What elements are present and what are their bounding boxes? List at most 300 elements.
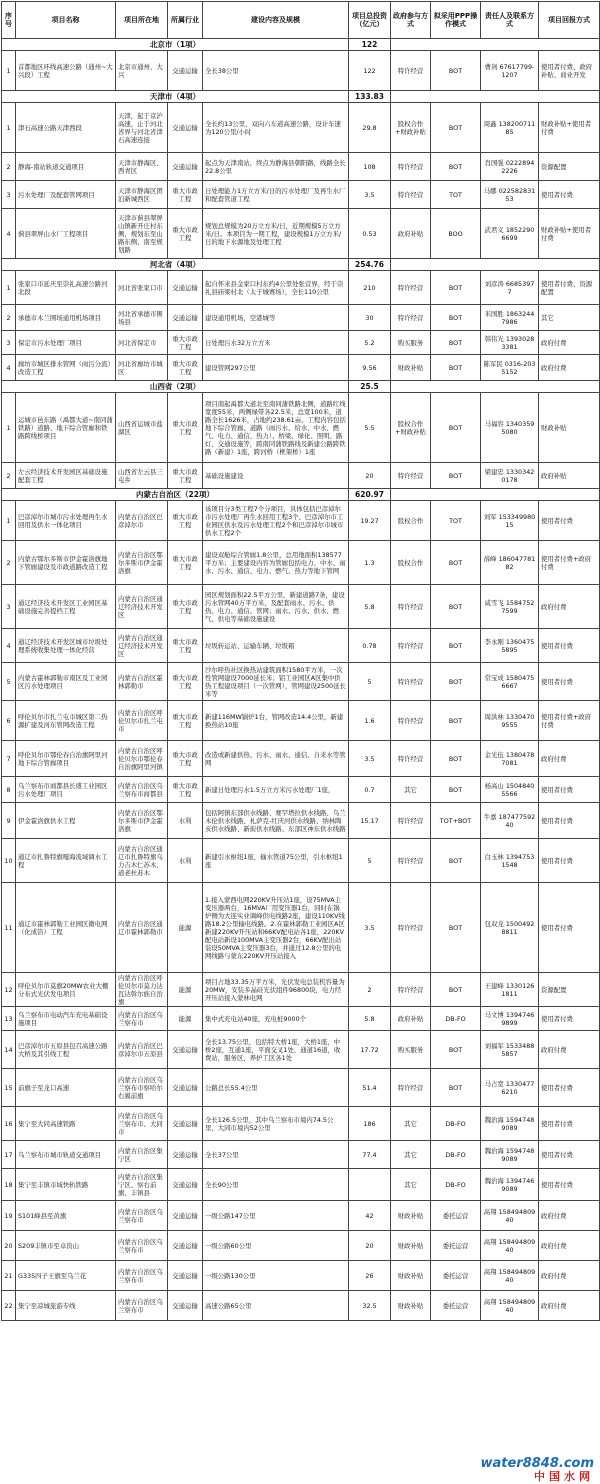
- contact: 咸雪飞 15847527599: [481, 585, 539, 629]
- industry: 能源: [168, 973, 203, 1007]
- industry: 交通运输: [168, 1031, 203, 1069]
- row-no: 22: [2, 1291, 16, 1321]
- gov-participation: 特许经营: [391, 1069, 431, 1107]
- ppp-mode: DB-FO: [431, 1169, 481, 1201]
- project-location: 河北省承德市围场县: [116, 305, 168, 331]
- province-filler: [391, 489, 600, 501]
- province-name: 内蒙古自治区（22项）: [2, 489, 349, 501]
- industry: 重大市政工程: [168, 463, 203, 489]
- gov-participation: 政府补贴: [391, 1007, 431, 1031]
- gov-participation: 购买服务: [391, 1031, 431, 1069]
- industry: 水利: [168, 839, 203, 883]
- project-name: 通辽市扎鲁特旗嘎海流域调水工程: [16, 839, 116, 883]
- gov-participation: 财政补贴: [391, 1201, 431, 1231]
- industry: 重大市政工程: [168, 501, 203, 541]
- industry: 能源: [168, 1007, 203, 1031]
- col-industry-header: 所属行业: [168, 2, 203, 39]
- row-no: 5: [2, 663, 16, 701]
- gov-participation: 特许经营: [391, 701, 431, 741]
- province-row: [2, 381, 600, 393]
- return-method: 财政补贴: [539, 393, 600, 463]
- industry: 重大市政工程: [168, 777, 203, 803]
- project-name: S209丰镇市至卓资山: [16, 1231, 116, 1261]
- return-method: 财政补贴+使用者付费: [539, 103, 600, 153]
- return-method: 财政补贴+使用者付费: [539, 209, 600, 259]
- industry: 重大市政工程: [168, 181, 203, 209]
- col-contact-header: 责任人及联系方式: [481, 2, 539, 39]
- project-location: 内蒙古自治区乌兰察布市: [116, 1007, 168, 1031]
- contact: 周鑫 13820071185: [481, 103, 539, 153]
- contact: 高翔 15849480940: [481, 1261, 539, 1291]
- industry: 交通运输: [168, 1261, 203, 1291]
- project-location: 内蒙古自治区鄂尔多斯市伊金霍洛旗: [116, 803, 168, 839]
- contact: 周洪林 13304709555: [481, 701, 539, 741]
- row-no: 10: [2, 839, 16, 883]
- gov-participation: 其它: [391, 1107, 431, 1141]
- content-scale: 一级公路60公里: [203, 1231, 349, 1261]
- province-filler: [391, 381, 600, 393]
- project-location: 内蒙古自治区呼伦贝尔市鄂伦春自治旗阿里河镇: [116, 741, 168, 777]
- table-row: [2, 1201, 600, 1231]
- contact: 马占宽 13304776210: [481, 1069, 539, 1107]
- content-scale: 建设通用机场，空港城等: [203, 305, 349, 331]
- content-scale: 建设双舱综合管廊1.8公里，总用地面积138577平方米；主要建设内容为管廊包括电力、中水、雨水、污水、通信、电力、燃气、热力等地下管网: [203, 541, 349, 585]
- row-no: 3: [2, 585, 16, 629]
- total-investment: 186: [349, 1107, 391, 1141]
- return-method: 其它: [539, 305, 600, 331]
- row-no: 15: [2, 1069, 16, 1107]
- contact: 包双龙 15004928811: [481, 883, 539, 973]
- contact: 马娜 02258283153: [481, 181, 539, 209]
- gov-participation: 股权合作+财政补贴: [391, 103, 431, 153]
- row-no: 2: [2, 153, 16, 181]
- project-location: 内蒙古自治区霍林郭勒市: [116, 663, 168, 701]
- return-method: 政府付费: [539, 585, 600, 629]
- row-no: 16: [2, 1107, 16, 1141]
- return-method: 使用者付费: [539, 629, 600, 663]
- content-scale: 起点为天津南站，终点为静海县朝阳路，线路全长22.8公里: [203, 153, 349, 181]
- gov-participation: 特许经营: [391, 153, 431, 181]
- industry: 交通运输: [168, 1141, 203, 1169]
- ppp-mode: BOT: [431, 839, 481, 883]
- row-no: 1: [2, 271, 16, 305]
- gov-participation: 特许经营: [391, 883, 431, 973]
- project-location: 河北省张家口市: [116, 271, 168, 305]
- content-scale: 全长126.5公里，其中乌兰察布市境内74.5公里，大同市境内52公里: [203, 1107, 349, 1141]
- contact: 刘军 15334998015: [481, 501, 539, 541]
- project-location: 山西省运城市盐湖区: [116, 393, 168, 463]
- row-no: 11: [2, 883, 16, 973]
- return-method: 使用者付费: [539, 839, 600, 883]
- row-no: 14: [2, 1031, 16, 1069]
- project-name: 乌兰察布市城市轨道交通项目: [16, 1141, 116, 1169]
- industry: 交通运输: [168, 1169, 203, 1201]
- project-name: 静海-南站轨道交通项目: [16, 153, 116, 181]
- content-scale: 全长38公里: [203, 51, 349, 91]
- table-row: [2, 777, 600, 803]
- ppp-mode: TOT: [431, 181, 481, 209]
- content-scale: 日处理能力1万立方米/日的污水处理厂及再生水厂和配套管道工程: [203, 181, 349, 209]
- watermark-url: water8848.com: [480, 1456, 594, 1471]
- row-no: 21: [2, 1261, 16, 1291]
- return-method: 使用者付费、政府补贴、商业开发: [539, 51, 600, 91]
- project-location: 内蒙古自治区集宁区、察右前旗、丰镇县: [116, 1169, 168, 1201]
- gov-participation: 特许经营: [391, 629, 431, 663]
- province-row: [2, 489, 600, 501]
- content-scale: 园区规划面积22.5平方公里，新建道路7条，建设污水管网40万平方米，及配套雨水、污水、供热、电力、通信、管网；雨水、污水、供水、燃气、供电等基础设施建设: [203, 585, 349, 629]
- total-investment: 3.5: [349, 181, 391, 209]
- industry: 交通运输: [168, 1291, 203, 1321]
- return-method: 政府付费: [539, 355, 600, 381]
- contact: 金光伍 13804787081: [481, 741, 539, 777]
- industry: 交通运输: [168, 1107, 203, 1141]
- return-method: 使用者付费+政府付费: [539, 701, 600, 741]
- project-location: 河北省廊坊市城区: [116, 355, 168, 381]
- return-method: 政府付费: [539, 331, 600, 355]
- ppp-mode: TOT: [431, 501, 481, 541]
- table-row: [2, 103, 600, 153]
- province-investment: 25.5: [349, 381, 391, 393]
- row-no: 4: [2, 355, 16, 381]
- province-row: [2, 39, 600, 51]
- col-no-header: 序号: [2, 2, 16, 39]
- industry: 重大市政工程: [168, 663, 203, 701]
- return-method: 使用者付费: [539, 1007, 600, 1031]
- table-row: [2, 973, 600, 1007]
- industry: 重大市政工程: [168, 393, 203, 463]
- content-scale: 全长约13公里，双向六车道高速公路，设计车速为120公里/小时: [203, 103, 349, 153]
- contact: 魏治海 15947489089: [481, 1107, 539, 1141]
- content-scale: 一级公路147公里: [203, 1201, 349, 1231]
- total-investment: 5.5: [349, 393, 391, 463]
- ppp-mode: 委托运营: [431, 1291, 481, 1321]
- project-name: 通辽市霍林郭勒工业园区微电网（化成箔）工程: [16, 883, 116, 973]
- row-no: 9: [2, 803, 16, 839]
- project-location: 内蒙古自治区乌兰察布市: [116, 1231, 168, 1261]
- row-no: 3: [2, 331, 16, 355]
- total-investment: 19.27: [349, 501, 391, 541]
- row-no: 8: [2, 777, 16, 803]
- row-no: 6: [2, 701, 16, 741]
- province-name: 天津市（4项）: [2, 91, 349, 103]
- ppp-mode: BOT: [431, 777, 481, 803]
- content-scale: 项目南起禹都大道北至南同蒲铁路北侧，道路红线宽度55米，两侧绿带各22.5米，总宽100米，道路全长1626米，占地约238.61亩。工程内容包括地下综合管廊、道路（雨污水、给水、中水、燃气、电力、通信、热力）、桥梁、绿化、照明、路灯、交通设施等，跨南同蒲铁路线及新建公路跨铁路（新建）1座，跨河桥（框架桥）1座: [203, 393, 349, 463]
- content-scale: 1.接入蒙西电网220KV升压站1座，设75MVA主变压器两台，16MVA厂用变压器1台，同时在锅炉侧为大连实业调峰供电线路2座，建设110KV线路18.2公里输电线路。2.在霍林郭勒工业园区A区新建220KV开压站和66KV配电站各1座，220KV配电站新设100MVA主变压器2台，66KV配出站装设50MVA主变压器3台，并通过12.8公里的电网线路与蒙东220KV开压站接入: [203, 883, 349, 973]
- project-name: 乌兰察布市商都县长盛工业园区污水处理厂项目: [16, 777, 116, 803]
- return-method: 政府补贴: [539, 463, 600, 489]
- province-filler: [391, 259, 600, 271]
- project-location: 内蒙古自治区巴彦淖尔市: [116, 501, 168, 541]
- table-row: [2, 305, 600, 331]
- return-method: 使用者付费+政府付费: [539, 541, 600, 585]
- province-filler: [391, 91, 600, 103]
- ppp-mode: BOT: [431, 305, 481, 331]
- table-row: [2, 663, 600, 701]
- table-row: [2, 1069, 600, 1107]
- total-investment: 122: [349, 51, 391, 91]
- contact: 武君义 18522906699: [481, 209, 539, 259]
- industry: 重大市政工程: [168, 355, 203, 381]
- contact: 牛嘉 18747759240: [481, 803, 539, 839]
- table-row: [2, 741, 600, 777]
- row-no: 1: [2, 393, 16, 463]
- table-row: [2, 1231, 600, 1261]
- ppp-mode: BOT: [431, 585, 481, 629]
- province-filler: [391, 39, 600, 51]
- contact: 魏治海 13947469089: [481, 1169, 539, 1201]
- content-scale: 该项目分3类工程7个分项目，具体包括巴彦淖尔市污水处理厂再生水回用工程3个、巴彦淖尔市工业园区供水及污水处理工程2个和巴彦淖尔市城市供水工程2个: [203, 501, 349, 541]
- table-row: [2, 883, 600, 973]
- gov-participation: 财政补贴: [391, 1231, 431, 1261]
- content-scale: 新建日处理污水1.5万立方米污水处理厂1座，: [203, 777, 349, 803]
- total-investment: 0.7: [349, 777, 391, 803]
- project-location: 内蒙古自治区通辽经济技术开发区: [116, 585, 168, 629]
- project-location: 北京市通州、大兴: [116, 51, 168, 91]
- gov-participation: 其它: [391, 777, 431, 803]
- project-name: 伊金霍洛旗供水工程: [16, 803, 116, 839]
- contact: 高翔 15849480940: [481, 1231, 539, 1261]
- project-location: 内蒙古自治区集宁区: [116, 1141, 168, 1169]
- return-method: 政府付费: [539, 1231, 600, 1261]
- row-no: 17: [2, 1141, 16, 1169]
- col-investment-header: 项目总投资（亿元）: [349, 2, 391, 39]
- table-row: [2, 1169, 600, 1201]
- project-location: 河北省保定市: [116, 331, 168, 355]
- return-method: 使用者付费: [539, 501, 600, 541]
- contact: 马福容 13403595080: [481, 393, 539, 463]
- gov-participation: 特许经营: [391, 585, 431, 629]
- project-location: 内蒙古自治区呼伦贝尔市扎兰屯市: [116, 701, 168, 741]
- industry: 重大市政工程: [168, 629, 203, 663]
- row-no: 2: [2, 463, 16, 489]
- total-investment: 3.5: [349, 741, 391, 777]
- project-location: 内蒙古自治区乌兰察布市、大同市: [116, 1107, 168, 1141]
- province-investment: 254.76: [349, 259, 391, 271]
- table-row: [2, 803, 600, 839]
- ppp-mode: 委托运营: [431, 1261, 481, 1291]
- gov-participation: 其它: [391, 1141, 431, 1169]
- return-method: 使用者付费、资源配置: [539, 271, 600, 305]
- contact: 王建峰 13301261811: [481, 973, 539, 1007]
- row-no: 2: [2, 541, 16, 585]
- return-method: 政府付费: [539, 1261, 600, 1291]
- total-investment: 1.6: [349, 701, 391, 741]
- return-method: 政府付费: [539, 1031, 600, 1069]
- gov-participation: 特许经营: [391, 305, 431, 331]
- project-name: 巴彦淖尔市五原县包召高速公路大桥及其引线工程: [16, 1031, 116, 1069]
- table-row: [2, 629, 600, 663]
- content-scale: 沙尔呼热社区换热站建筑面积1580平方米，一次性管网建设7000延长米；铝工业园区A区集中供热工程建设项目（一次管网），管网建设2500延长米等: [203, 663, 349, 701]
- industry: 交通运输: [168, 305, 203, 331]
- content-scale: 新建116MW锅炉1台，管网改造14.4公里，新建换热站10座: [203, 701, 349, 741]
- industry: 重大市政工程: [168, 209, 203, 259]
- contact: 刘彦涛 66853977: [481, 271, 539, 305]
- ppp-mode: BOT: [431, 701, 481, 741]
- col-location-header: 项目所在地: [116, 2, 168, 39]
- project-location: 内蒙古自治区巴彦淖尔市五原县: [116, 1031, 168, 1069]
- project-table: [1, 1, 600, 1321]
- project-name: 运城市邑东路（禹都大道~南同蒲铁路）道路、地下综合管廊和铁路跨线桥项目: [16, 393, 116, 463]
- total-investment: 26: [349, 1261, 391, 1291]
- project-location: 内蒙古自治区乌兰察布市商都县: [116, 777, 168, 803]
- return-method: 使用者付费: [539, 181, 600, 209]
- total-investment: 5: [349, 839, 391, 883]
- row-no: 1: [2, 501, 16, 541]
- project-name: 集宁至大同高速铁路: [16, 1107, 116, 1141]
- project-name: 前旗子至龙口高速: [16, 1069, 116, 1107]
- gov-participation: 特许经营: [391, 51, 431, 91]
- project-name: 污水处理厂及配套管网项目: [16, 181, 116, 209]
- content-scale: 起自怀来县金家口村东约4公里处张营界，经于崇礼县庙梁村北（太子城赛场），全长110公里: [203, 271, 349, 305]
- project-location: 天津市静海区、西青区: [116, 153, 168, 181]
- content-scale: 基础设施建设: [203, 463, 349, 489]
- total-investment: 51.4: [349, 1069, 391, 1107]
- province-row: [2, 91, 600, 103]
- project-name: 呼伦贝尔市扎兰屯市城区第二热源扩建及河东管网改造工程: [16, 701, 116, 741]
- contact: 刘福军 15334885857: [481, 1031, 539, 1069]
- return-method: 资源配置: [539, 973, 600, 1007]
- gov-participation: 特许经营: [391, 839, 431, 883]
- table-row: [2, 1007, 600, 1031]
- table-row: [2, 501, 600, 541]
- total-investment: 3.5: [349, 883, 391, 973]
- return-method: 使用者付费: [539, 883, 600, 973]
- contact: 杨高山 15048405566: [481, 777, 539, 803]
- contact: 米国胜 18632447986: [481, 305, 539, 331]
- project-location: 天津市静海区团泊新城西区: [116, 181, 168, 209]
- contact: 韩伟光 13930283381: [481, 331, 539, 355]
- row-no: 1: [2, 103, 16, 153]
- table-row: [2, 701, 600, 741]
- gov-participation: 财政补贴: [391, 1291, 431, 1321]
- return-method: 使用者付费: [539, 1169, 600, 1201]
- row-no: 4: [2, 209, 16, 259]
- return-method: 使用者付费: [539, 1107, 600, 1141]
- ppp-mode: DB-FO: [431, 1107, 481, 1141]
- project-location: 内蒙古自治区呼伦贝尔市莫力达瓦达斡尔族自治旗: [116, 973, 168, 1007]
- col-gov-role-header: 政府参与方式: [391, 2, 431, 39]
- project-location: 内蒙古自治区通辽市扎鲁特旗乌力吉木仁苏木、道老杜苏木: [116, 839, 168, 883]
- table-row: [2, 209, 600, 259]
- gov-participation: 股权合作: [391, 501, 431, 541]
- content-scale: 规划总规模为20万立方米/日，近期规模5万立方米/日。本项目为一期工程，建设规模1万立方米/日的地下水源地及处理工程: [203, 209, 349, 259]
- total-investment: 1.3: [349, 541, 391, 585]
- total-investment: 5.2: [349, 331, 391, 355]
- project-name: 津石高速公路天津西段: [16, 103, 116, 153]
- gov-participation: 财政补贴: [391, 1261, 431, 1291]
- project-name: 张家口市延庆至崇礼高速公路河北段: [16, 271, 116, 305]
- ppp-mode: BOT: [431, 271, 481, 305]
- table-row: [2, 181, 600, 209]
- content-scale: 全长13.75公里，包括特大桥1座，大桥1座，中桥2座，互通1座，平面交叉1处，通道16道，收费站，服务区，养护工区各1处: [203, 1031, 349, 1069]
- table-row: [2, 393, 600, 463]
- content-scale: 建设管网297公里: [203, 355, 349, 381]
- gov-participation: 特许经营: [391, 271, 431, 305]
- gov-participation: 财政补贴: [391, 355, 431, 381]
- col-return-header: 项目回报方式: [539, 2, 600, 39]
- row-no: 18: [2, 1169, 16, 1201]
- total-investment: 5: [349, 663, 391, 701]
- project-location: 内蒙古自治区乌兰察布市: [116, 1201, 168, 1231]
- content-scale: 垃圾转运站、运输车辆、垃圾箱: [203, 629, 349, 663]
- total-investment: 29.8: [349, 103, 391, 153]
- project-name: 乌兰察布市电动汽车充电基础设施项目: [16, 1007, 116, 1031]
- return-method: 政府付费: [539, 1201, 600, 1231]
- ppp-mode: BOT: [431, 463, 481, 489]
- province-row: [2, 259, 600, 271]
- content-scale: 一级公路130公里: [203, 1261, 349, 1291]
- ppp-mode: BOT: [431, 153, 481, 181]
- contact: 曹剑 67617799-1207: [481, 51, 539, 91]
- project-name: 呼伦贝尔市鄂伦春自治旗阿里河地下综合管廊项目: [16, 741, 116, 777]
- row-no: 20: [2, 1231, 16, 1261]
- table-row: [2, 1107, 600, 1141]
- table-body: [2, 39, 600, 1321]
- project-name: 保定市污水处理厂项目: [16, 331, 116, 355]
- ppp-mode: BOT: [431, 541, 481, 585]
- industry: 交通运输: [168, 1231, 203, 1261]
- ppp-mode: BOT: [431, 663, 481, 701]
- table-row: [2, 1031, 600, 1069]
- ppp-mode: 委托运营: [431, 1201, 481, 1231]
- gov-participation: 特许经营: [391, 181, 431, 209]
- total-investment: [349, 1169, 391, 1201]
- table-row: [2, 463, 600, 489]
- province-name: 北京市（1项）: [2, 39, 349, 51]
- table-row: [2, 1291, 600, 1321]
- industry: 重大市政工程: [168, 541, 203, 585]
- total-investment: 77.4: [349, 1141, 391, 1169]
- content-scale: 包括阿镇东部供水线路、赛罕塔拉供水线路、乌兰木伦供水线路、札萨克-红庆河供水线路、纳林陶亥供水线路、新街供水线路、东部区神东供水线路: [203, 803, 349, 839]
- contact: 薛峰 18604778182: [481, 541, 539, 585]
- contact: 陈军民 0316-2035152: [481, 355, 539, 381]
- row-no: 13: [2, 1007, 16, 1031]
- ppp-mode: BOT: [431, 393, 481, 463]
- project-name: 巴彦淖尔市城市污水处理再生水回用及供水一体化项目: [16, 501, 116, 541]
- ppp-mode: BOT: [431, 51, 481, 91]
- table-row: [2, 541, 600, 585]
- contact: 常宝成 15804756667: [481, 663, 539, 701]
- total-investment: 30: [349, 305, 391, 331]
- ppp-mode: BOT: [431, 629, 481, 663]
- total-investment: 42: [349, 1201, 391, 1231]
- total-investment: 2: [349, 973, 391, 1007]
- project-name: S101峰县至黄旗: [16, 1201, 116, 1231]
- gov-participation: 政府补贴: [391, 209, 431, 259]
- contact: 马文博 13947469899: [481, 1007, 539, 1031]
- industry: 水利: [168, 803, 203, 839]
- ppp-mode: BOT: [431, 355, 481, 381]
- gov-participation: 购买服务: [391, 331, 431, 355]
- province-investment: 620.97: [349, 489, 391, 501]
- contact: 梁建忠 13303420178: [481, 463, 539, 489]
- return-method: 使用者付费: [539, 1069, 600, 1107]
- province-name: 山西省（2项）: [2, 381, 349, 393]
- contact: 肖国强 02228942226: [481, 153, 539, 181]
- ppp-mode: BOT: [431, 1069, 481, 1107]
- project-location: 天津，起于京沪高速，止于河北省界与河北省津石高速连接: [116, 103, 168, 153]
- ppp-mode: DB-FO: [431, 1141, 481, 1169]
- content-scale: 公路总长55.4公里: [203, 1069, 349, 1107]
- ppp-mode: BOT: [431, 331, 481, 355]
- project-name: 集宁至凉城旅游专线: [16, 1291, 116, 1321]
- row-no: 4: [2, 629, 16, 663]
- province-investment: 122: [349, 39, 391, 51]
- content-scale: 全长90公里: [203, 1169, 349, 1201]
- total-investment: 32.5: [349, 1291, 391, 1321]
- contact: 魏治海 15947489089: [481, 1141, 539, 1169]
- project-location: 内蒙古自治区鄂尔多斯市伊金霍洛旗: [116, 541, 168, 585]
